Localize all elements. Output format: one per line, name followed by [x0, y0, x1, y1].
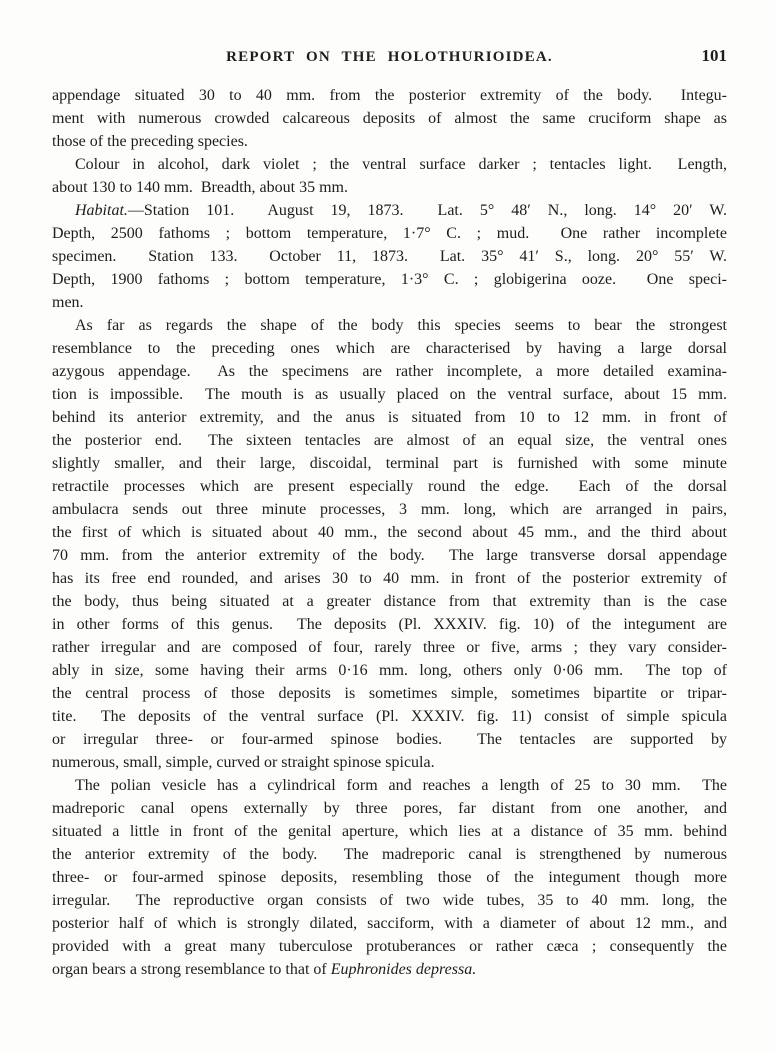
text-line	[52, 199, 727, 222]
text-line	[52, 797, 727, 820]
text-run: the first of which is situated about 40 mm., the second about 45 mm., and the third about	[52, 524, 727, 541]
text-line	[52, 728, 727, 751]
text-run: ambulacra sends out three minute processes, 3 mm. long, which are arranged in pairs,	[52, 501, 727, 518]
text-line	[52, 337, 727, 360]
text-run: Depth, 1900 fathoms ; bottom temperature, 1·3° C. ; globigerina ooze. One speci-	[52, 271, 727, 288]
text-line	[52, 935, 727, 958]
text-line	[52, 498, 727, 521]
text-run: the body, thus being situated at a greater distance from that extremity than is the case	[52, 593, 727, 610]
text-run: retractile processes which are present especially round the edge. Each of the dorsal	[52, 478, 727, 495]
text-line	[52, 636, 727, 659]
text-run: —Station 101. August 19, 1873. Lat. 5° 48′ N., long. 14° 20′ W.	[127, 202, 727, 219]
text-line	[52, 360, 727, 383]
paragraph-habitat	[52, 199, 727, 314]
text-run: tion is impossible. The mouth is as usually placed on the ventral surface, about 15 mm.	[52, 386, 727, 403]
text-run: situated a little in front of the genital aperture, which lies at a distance of 35 mm. behind	[52, 823, 727, 840]
text-line	[52, 107, 727, 130]
text-line	[52, 751, 727, 774]
text-run: As far as regards the shape of the body this species seems to bear the strongest	[75, 317, 727, 334]
text-line	[52, 912, 727, 935]
text-line	[52, 452, 727, 475]
text-line	[52, 843, 727, 866]
text-line	[52, 176, 727, 199]
text-line	[52, 314, 727, 337]
text-run: resemblance to the preceding ones which are characterised by having a large dorsal	[52, 340, 727, 357]
text-line	[52, 84, 727, 107]
text-line	[52, 682, 727, 705]
text-line	[52, 222, 727, 245]
paragraph-colour	[52, 153, 727, 199]
text-line	[52, 613, 727, 636]
text-run: about 130 to 140 mm. Breadth, about 35 mm.	[52, 179, 348, 196]
paragraph-integument	[52, 84, 727, 153]
text-run: provided with a great many tuberculose protuberances or rather cæca ; consequently the	[52, 938, 727, 955]
text-run: appendage situated 30 to 40 mm. from the posterior extremity of the body. Integu-	[52, 87, 727, 104]
running-header	[52, 46, 727, 67]
text-line	[52, 268, 727, 291]
text-line	[52, 705, 727, 728]
paragraph-polian-vesicle	[52, 774, 727, 981]
text-line	[52, 659, 727, 682]
italic-text-run: Euphronides depressa.	[330, 961, 477, 978]
text-run: numerous, small, simple, curved or straight spinose spicula.	[52, 754, 435, 771]
text-run: tite. The deposits of the ventral surface (Pl. XXXIV. fig. 11) consist of simple spicula	[52, 708, 727, 725]
text-run: madreporic canal opens externally by three pores, far distant from one another, and	[52, 800, 727, 817]
text-line	[52, 429, 727, 452]
text-line	[52, 774, 727, 797]
text-run: Colour in alcohol, dark violet ; the ventral surface darker ; tentacles light. Length,	[75, 156, 727, 173]
running-title: REPORT ON THE HOLOTHURIOIDEA.	[226, 49, 553, 65]
text-run: 70 mm. from the anterior extremity of the body. The large transverse dorsal appendage	[52, 547, 727, 564]
text-run: ment with numerous crowded calcareous deposits of almost the same cruciform shape as	[52, 110, 727, 127]
text-run: The polian vesicle has a cylindrical form and reaches a length of 25 to 30 mm. The	[75, 777, 727, 794]
text-line	[52, 544, 727, 567]
text-run: the central process of those deposits is sometimes simple, sometimes bipartite or tripar-	[52, 685, 727, 702]
text-run: behind its anterior extremity, and the anus is situated from 10 to 12 mm. in front of	[52, 409, 727, 426]
text-run: Depth, 2500 fathoms ; bottom temperature, 1·7° C. ; mud. One rather incomplete	[52, 225, 727, 242]
paragraph-body-shape	[52, 314, 727, 774]
text-line	[52, 291, 727, 314]
text-run: ably in size, some having their arms 0·16 mm. long, others only 0·06 mm. The top of	[52, 662, 727, 679]
text-line	[52, 958, 727, 981]
text-run: irregular. The reproductive organ consists of two wide tubes, 35 to 40 mm. long, the	[52, 892, 727, 909]
text-line	[52, 475, 727, 498]
italic-text-run: Habitat.	[75, 202, 128, 219]
text-run: organ bears a strong resemblance to that of	[52, 961, 331, 978]
text-run: specimen. Station 133. October 11, 1873. Lat. 35° 41′ S., long. 20° 55′ W.	[52, 248, 727, 265]
text-run: three- or four-armed spinose deposits, resembling those of the integument though more	[52, 869, 727, 886]
text-line	[52, 820, 727, 843]
text-line	[52, 590, 727, 613]
text-line	[52, 153, 727, 176]
text-run: the posterior end. The sixteen tentacles are almost of an equal size, the ventral ones	[52, 432, 727, 449]
text-line	[52, 567, 727, 590]
page-body	[52, 84, 727, 981]
text-line	[52, 130, 727, 153]
text-run: rather irregular and are composed of four, rarely three or five, arms ; they vary consider-	[52, 639, 727, 656]
text-line	[52, 383, 727, 406]
page-number: 101	[701, 46, 727, 65]
text-line	[52, 406, 727, 429]
text-line	[52, 866, 727, 889]
text-run: men.	[52, 294, 84, 311]
text-run: those of the preceding species.	[52, 133, 248, 150]
text-line	[52, 889, 727, 912]
text-run: in other forms of this genus. The deposits (Pl. XXXIV. fig. 10) of the integument are	[52, 616, 727, 633]
text-run: or irregular three- or four-armed spinose bodies. The tentacles are supported by	[52, 731, 727, 748]
text-run: has its free end rounded, and arises 30 to 40 mm. in front of the posterior extremity of	[52, 570, 727, 587]
text-run: azygous appendage. As the specimens are rather incomplete, a more detailed examina-	[52, 363, 727, 380]
text-run: slightly smaller, and their large, discoidal, terminal part is furnished with some minute	[52, 455, 727, 472]
text-line	[52, 521, 727, 544]
text-line	[52, 245, 727, 268]
text-run: posterior half of which is strongly dilated, sacciform, with a diameter of about 12 mm., and	[52, 915, 727, 932]
text-run: the anterior extremity of the body. The madreporic canal is strengthened by numerous	[52, 846, 727, 863]
